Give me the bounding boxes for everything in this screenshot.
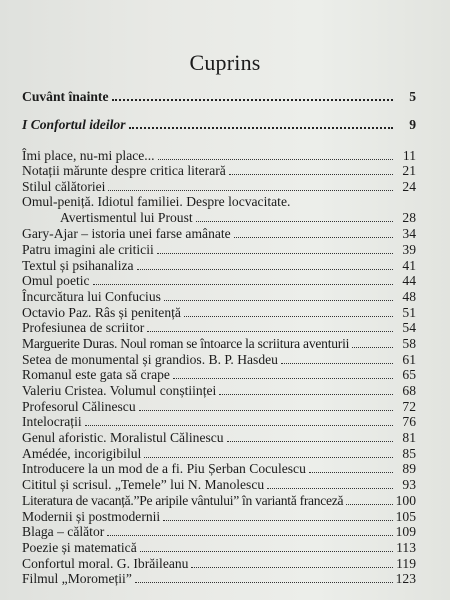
toc-entry-label: Avertismentul lui Proust	[60, 210, 193, 226]
dot-leader	[147, 331, 393, 332]
toc-entry-label: Profesiunea de scriitor	[22, 320, 145, 336]
dot-leader	[173, 378, 393, 379]
toc-entry	[22, 429, 416, 445]
toc-entry-label: Confortul moral. G. Ibrăileanu	[22, 555, 189, 571]
dot-leader	[144, 457, 393, 458]
toc-entry	[22, 492, 416, 508]
toc-page-number: 28	[402, 210, 416, 226]
dot-leader	[309, 472, 393, 473]
toc-entry-label: Gary-Ajar – istoria unei farse amânate	[22, 226, 231, 242]
toc-page-number: 51	[402, 304, 416, 320]
toc-entry-label: Amédée, incorigibilul	[22, 445, 142, 461]
toc-entry	[22, 320, 416, 336]
toc-section-label: I Confortul ideilor	[22, 117, 126, 132]
dot-leader	[352, 347, 393, 348]
toc-entry-first-line	[22, 194, 416, 210]
toc-page-number: 85	[402, 445, 416, 461]
toc-entry	[22, 461, 416, 477]
toc-entry-label: Omul poetic	[22, 273, 90, 289]
toc-page-number: 44	[402, 273, 416, 289]
toc-page-number: 76	[402, 414, 416, 430]
dot-leader	[227, 441, 393, 442]
toc-entry-label: Îmi place, nu-mi place...	[22, 147, 155, 163]
dot-leader	[229, 174, 393, 175]
toc-entry-label: Cititul și scrisul. „Temele” lui N. Manolescu	[22, 477, 265, 493]
toc-page-number: 39	[402, 241, 416, 257]
toc-entry	[22, 382, 416, 398]
toc-entry	[22, 476, 416, 492]
toc-page-number: 89	[402, 461, 416, 477]
dot-leader	[158, 159, 394, 160]
toc-page-number: 113	[396, 539, 416, 555]
toc-page-number: 109	[395, 524, 416, 540]
toc-entry-label: Poezie și matematică	[22, 539, 137, 555]
toc-entry-label: Octavio Paz. Râs și penitență	[22, 304, 181, 320]
toc-page-number: 5	[409, 89, 416, 104]
toc-page-number: 123	[395, 571, 416, 587]
toc-page-number: 81	[402, 430, 416, 446]
dot-leader	[85, 425, 393, 426]
dot-leader	[135, 582, 393, 583]
toc-page-number: 41	[402, 257, 416, 273]
toc-page-number: 72	[402, 398, 416, 414]
dot-leader	[112, 99, 394, 101]
toc-entry	[22, 539, 416, 555]
toc-entry-label: Intelocrații	[22, 414, 82, 430]
toc-section-label: Cuvânt înainte	[22, 89, 109, 104]
toc-entry-label: Marguerite Duras. Noul roman se întoarce la scriitura aventurii	[22, 335, 350, 351]
toc-page-number: 68	[402, 383, 416, 398]
dot-leader	[234, 237, 393, 238]
dot-leader	[157, 253, 393, 254]
dot-leader	[191, 567, 393, 568]
toc-page-number: 61	[402, 351, 416, 367]
toc-entry-label: Profesorul Călinescu	[22, 398, 136, 414]
dot-leader	[267, 488, 393, 489]
dot-leader	[184, 316, 393, 317]
toc-section	[22, 88, 416, 104]
toc-entry-label: Textul și psihanaliza	[22, 257, 134, 273]
dot-leader	[107, 535, 392, 536]
dot-leader	[93, 284, 393, 285]
toc-entry	[22, 273, 416, 289]
dot-leader	[281, 363, 393, 364]
toc-entry-label: Patru imagini ale criticii	[22, 241, 154, 257]
toc-page-number: 11	[402, 147, 416, 163]
toc-page-number: 58	[402, 335, 416, 351]
toc-entry-label: Valeriu Cristea. Volumul conștiinței	[22, 383, 217, 398]
toc-entry	[22, 398, 416, 414]
toc-page-number: 48	[402, 288, 416, 304]
toc-entry-label: Filmul „Moromeții”	[22, 571, 132, 587]
dot-leader	[129, 127, 394, 129]
table-of-contents	[22, 88, 416, 586]
toc-entry-label: Romanul este gata să crape	[22, 367, 170, 383]
dot-leader	[137, 269, 393, 270]
dot-leader	[108, 190, 393, 191]
toc-entry	[22, 288, 416, 304]
toc-entry-label: Stilul călătoriei	[22, 179, 106, 195]
toc-entry	[22, 178, 416, 194]
toc-entry-label: Introducere la un mod de a fi. Piu Șerban Coculescu	[22, 461, 306, 477]
toc-entry	[22, 414, 416, 430]
toc-page-number: 119	[396, 555, 416, 571]
toc-entry	[22, 508, 416, 524]
dot-leader	[219, 394, 393, 395]
toc-entry	[22, 163, 416, 179]
toc-entry	[22, 555, 416, 571]
toc-page-number: 9	[409, 117, 416, 132]
toc-page-number: 21	[402, 163, 416, 179]
toc-entry-label: Omul-peniță. Idiotul familiei. Despre locvacitate.	[22, 194, 291, 210]
toc-entry-label: Blaga – călător	[22, 524, 105, 540]
toc-entry	[22, 225, 416, 241]
toc-entry	[22, 210, 416, 226]
dot-leader	[163, 520, 392, 521]
toc-entry	[22, 571, 416, 587]
toc-page-number: 105	[395, 508, 416, 524]
dot-leader	[196, 221, 393, 222]
toc-entry-label: Încurcătura lui Confucius	[22, 288, 161, 304]
toc-entry	[22, 241, 416, 257]
toc-entry	[22, 147, 416, 163]
toc-page-number: 65	[402, 367, 416, 383]
toc-entry-label: Modernii și postmodernii	[22, 508, 161, 524]
toc-entry	[22, 445, 416, 461]
toc-page-number: 54	[402, 320, 416, 336]
toc-entry-label: Literatura de vacanță.”Pe aripile vântului” în variantă franceză	[22, 492, 344, 508]
toc-page-number: 34	[402, 226, 416, 242]
toc-page-number: 24	[402, 179, 416, 195]
dot-leader	[140, 551, 393, 552]
toc-entry	[22, 304, 416, 320]
toc-entry	[22, 257, 416, 273]
dot-leader	[164, 300, 393, 301]
toc-entry	[22, 351, 416, 367]
toc-section	[22, 116, 416, 132]
page-title: Cuprins	[189, 50, 261, 75]
toc-entry	[22, 524, 416, 540]
toc-page-number: 100	[395, 492, 416, 508]
toc-entry-label: Genul aforistic. Moralistul Călinescu	[22, 430, 224, 446]
toc-entry-label: Setea de monumental și grandios. B. P. Hasdeu	[22, 351, 278, 367]
dot-leader	[139, 410, 393, 411]
toc-entry	[22, 335, 416, 351]
toc-entry	[22, 367, 416, 383]
toc-page-number: 93	[402, 477, 416, 493]
toc-entry-label: Notații mărunte despre critica literară	[22, 163, 226, 179]
dot-leader	[346, 504, 392, 505]
